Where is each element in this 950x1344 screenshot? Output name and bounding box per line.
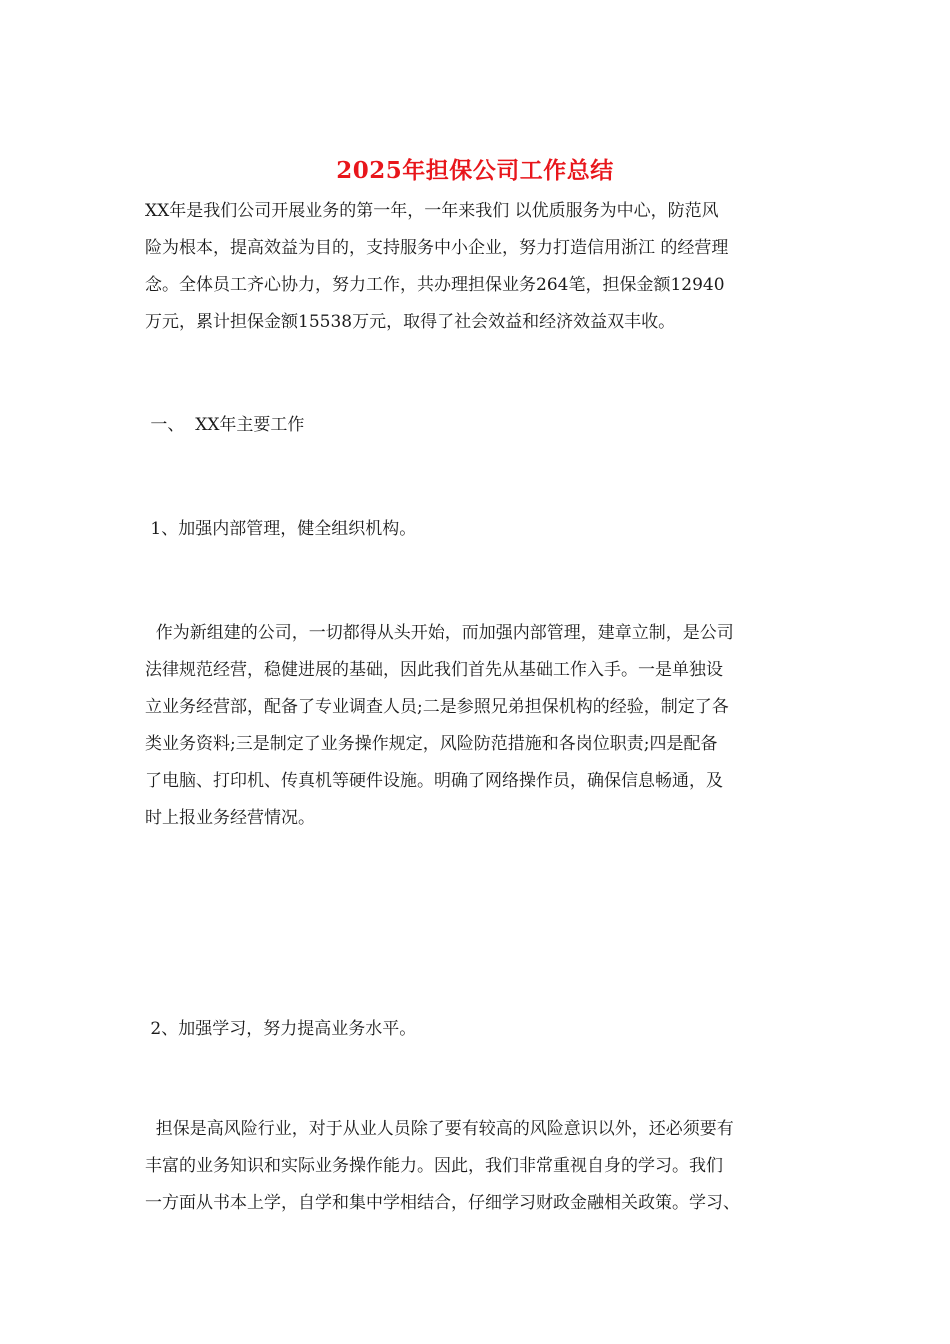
subsection-1-paragraph xyxy=(145,615,810,837)
intro-line: 险为根本，提高效益为目的，支持服务中小企业，努力打造信用浙江 的经营理 xyxy=(145,238,729,258)
paragraph-line: 时上报业务经营情况。 xyxy=(145,808,315,828)
paragraph-line: 法律规范经营，稳健进展的基础，因此我们首先从基础工作入手。一是单独设 xyxy=(145,660,723,680)
intro-line: XX年是我们公司开展业务的第一年，一年来我们 以优质服务为中心，防范风 xyxy=(145,201,719,221)
subsection-heading-1: 1、加强内部管理，健全组织机构。 xyxy=(145,519,417,539)
paragraph-line: 丰富的业务知识和实际业务操作能力。因此，我们非常重视自身的学习。我们 xyxy=(145,1156,723,1176)
paragraph-line: 了电脑、打印机、传真机等硬件设施。明确了网络操作员，确保信息畅通，及 xyxy=(145,771,723,791)
paragraph-line: 类业务资料;三是制定了业务操作规定，风险防范措施和各岗位职责;四是配备 xyxy=(145,734,718,754)
subsection-2-paragraph xyxy=(145,1111,810,1222)
document-title: 2025年担保公司工作总结 xyxy=(336,157,614,184)
paragraph-line: 作为新组建的公司，一切都得从头开始，而加强内部管理，建章立制，是公司 xyxy=(145,623,734,643)
intro-line: 念。全体员工齐心协力，努力工作，共办理担保业务264笔，担保金额12940 xyxy=(145,275,725,295)
paragraph-line: 一方面从书本上学，自学和集中学相结合，仔细学习财政金融相关政策。学习、 xyxy=(145,1193,740,1213)
intro-line: 万元，累计担保金额15538万元，取得了社会效益和经济效益双丰收。 xyxy=(145,312,676,332)
intro-paragraph xyxy=(145,193,810,341)
paragraph-line: 担保是高风险行业，对于从业人员除了要有较高的风险意识以外，还必须要有 xyxy=(145,1119,734,1139)
subsection-heading-2: 2、加强学习，努力提高业务水平。 xyxy=(145,1019,417,1039)
section-heading-1: 一、 XX年主要工作 xyxy=(145,415,305,435)
paragraph-line: 立业务经营部，配备了专业调查人员;二是参照兄弟担保机构的经验，制定了各 xyxy=(145,697,729,717)
